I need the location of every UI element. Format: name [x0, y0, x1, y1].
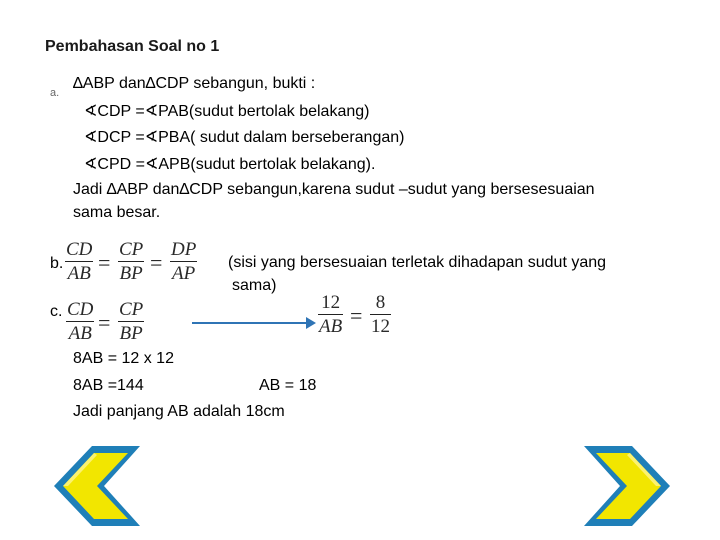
- part-a-line-4: ∢CPD =∢APB(sudut bertolak belakang).: [84, 156, 376, 173]
- part-c-marker: c.: [50, 303, 63, 320]
- fraction-cp-bp: [118, 240, 144, 283]
- part-a-line-2: ∢CDP =∢PAB(sudut bertolak belakang): [84, 103, 370, 120]
- fraction-denominator: BP: [119, 323, 143, 345]
- previous-slide-button[interactable]: [48, 438, 148, 534]
- part-b-note-line-1: (sisi yang bersesuaian terletak dihadapan sudut yang: [228, 254, 607, 271]
- part-a-line-1: ∆ABP dan∆CDP sebangun, bukti :: [73, 75, 316, 92]
- fraction-denominator: BP: [119, 263, 143, 285]
- step-line-2: 8AB =144: [73, 377, 144, 394]
- page-title: Pembahasan Soal no 1: [45, 38, 220, 55]
- fraction-denominator: AB: [319, 316, 343, 338]
- step-line-4: Jadi panjang AB adalah 18cm: [73, 403, 285, 420]
- fraction-numerator: CP: [119, 299, 144, 320]
- fraction-numerator: CD: [66, 239, 93, 260]
- part-a-line-3: ∢DCP =∢PBA( sudut dalam berseberangan): [84, 129, 405, 146]
- fraction-denominator: 12: [371, 316, 390, 338]
- arrow-line: [192, 322, 308, 324]
- equals-sign: =: [98, 250, 111, 275]
- fraction-numerator: DP: [171, 239, 197, 260]
- fraction-numerator: 12: [321, 292, 341, 313]
- fraction-cp-bp: [118, 300, 144, 343]
- part-b-note-line-2: sama): [232, 277, 277, 294]
- fraction-numerator: 8: [375, 292, 386, 313]
- equals-sign: =: [150, 250, 163, 275]
- fraction-numerator: CD: [67, 299, 94, 320]
- fraction-denominator: AP: [172, 263, 196, 285]
- part-a-marker: a.: [50, 87, 60, 99]
- fraction-denominator: AB: [67, 263, 91, 285]
- fraction-8-12: [370, 293, 391, 336]
- chevron-right-icon: [576, 438, 676, 534]
- equals-sign: =: [350, 303, 363, 328]
- part-a-line-5: Jadi ∆ABP dan∆CDP sebangun,karena sudut –sudut yang bersesesuaian: [73, 181, 595, 198]
- equals-sign: =: [98, 310, 111, 335]
- part-b-marker: b.: [50, 255, 64, 272]
- fraction-dp-ap: [170, 240, 197, 283]
- fraction-denominator: AB: [68, 323, 92, 345]
- chevron-left-icon: [48, 438, 148, 534]
- step-line-3: AB = 18: [259, 377, 317, 394]
- arrow-right-icon: [306, 317, 316, 329]
- step-line-1: 8AB = 12 x 12: [73, 350, 174, 367]
- fraction-numerator: CP: [119, 239, 144, 260]
- fraction-cd-ab: [65, 240, 93, 283]
- part-a-line-6: sama besar.: [73, 204, 161, 221]
- fraction-cd-ab: [66, 300, 94, 343]
- next-slide-button[interactable]: [576, 438, 676, 534]
- fraction-12-ab: [318, 293, 343, 336]
